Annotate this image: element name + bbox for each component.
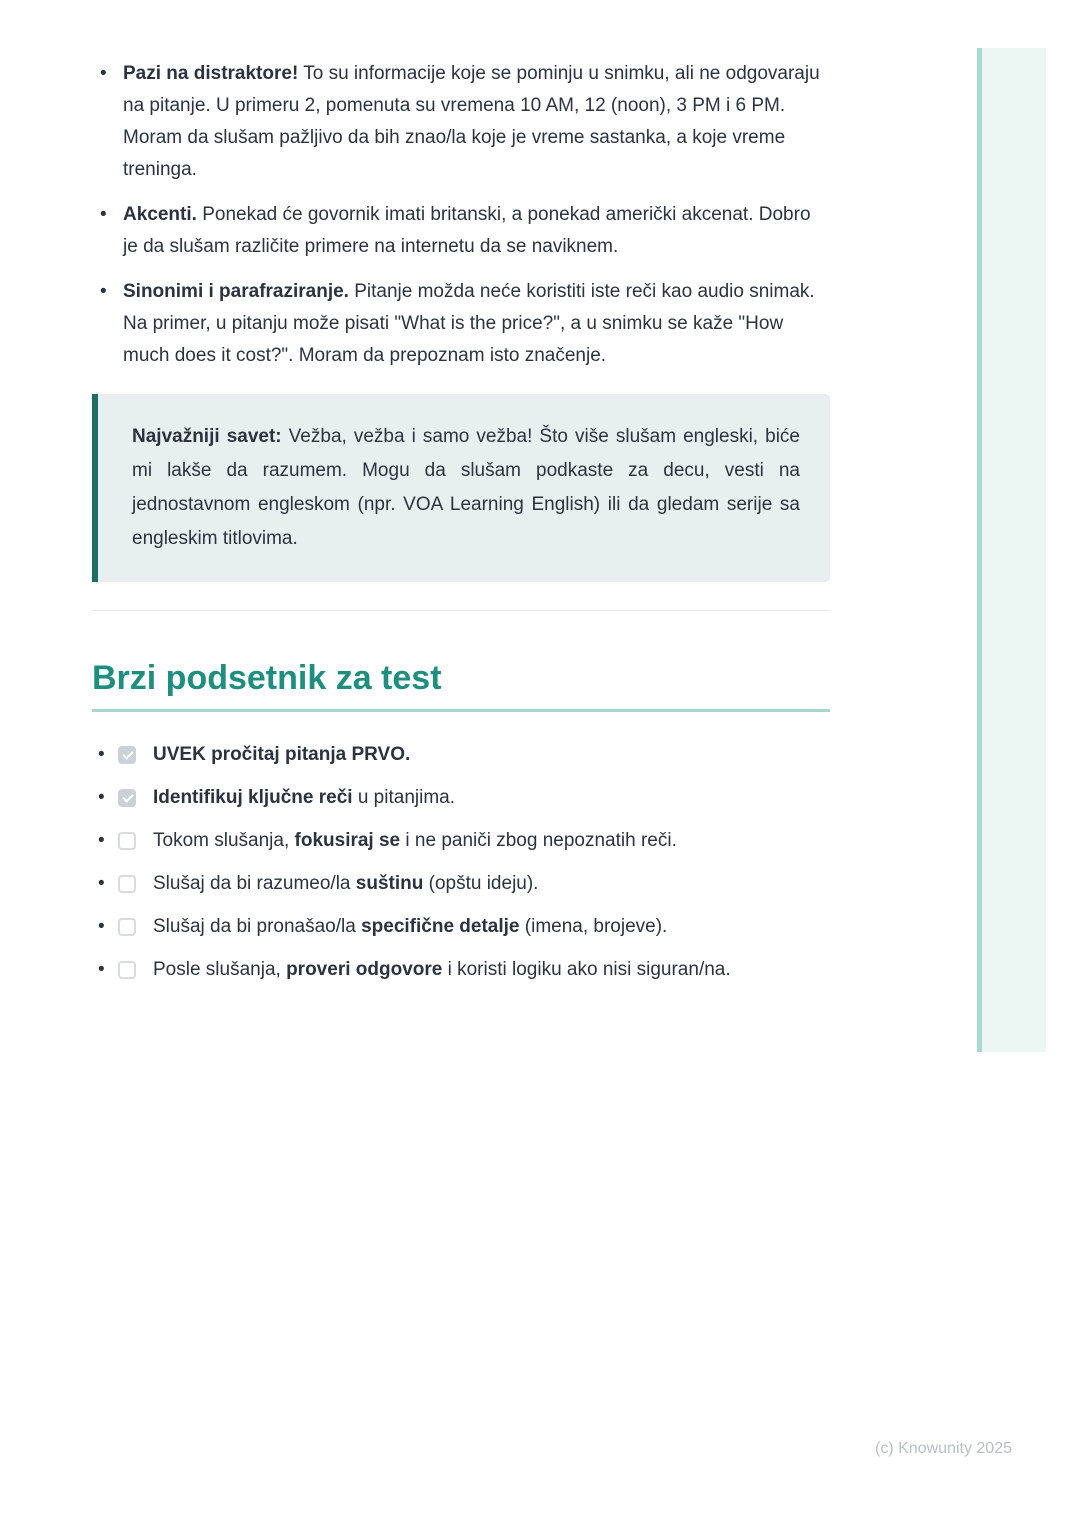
checklist-item-text: Posle slušanja, proveri odgovore i koristi logiku ako nisi siguran/na. xyxy=(153,959,731,980)
tips-bullet-list xyxy=(92,58,830,372)
list-item xyxy=(92,957,830,983)
page-title: Brzi podsetnik za test xyxy=(92,659,442,697)
list-item xyxy=(92,58,830,186)
page-content xyxy=(92,58,830,1000)
bullet-body-text: To su informacije koje se pominju u snimku, ali ne odgovaraju na pitanje. U primeru 2, pomenuta su vremena 10 AM, 12 (noon), 3 PM i 6 PM. Moram da slušam pažljivo da bih znao/la koje je vreme sastanka, a koje vreme treninga. xyxy=(123,63,820,180)
list-item xyxy=(92,742,830,768)
checkbox[interactable] xyxy=(118,918,136,936)
checkbox[interactable] xyxy=(118,746,136,764)
checklist-item-text: Slušaj da bi pronašao/la specifične detalje (imena, brojeve). xyxy=(153,916,668,937)
title-underline xyxy=(92,709,830,712)
checkbox[interactable] xyxy=(118,832,136,850)
callout-text xyxy=(132,420,800,556)
test-reminder-checklist xyxy=(92,742,830,983)
checklist-item-text: UVEK pročitaj pitanja PRVO. xyxy=(153,744,411,765)
bullet-dot: • xyxy=(98,830,105,851)
checkbox[interactable] xyxy=(118,875,136,893)
copyright-text: (c) Knowunity 2025 xyxy=(875,1440,1012,1457)
bullet-body-text: Ponekad će govornik imati britanski, a ponekad američki akcenat. Dobro je da slušam različite primere na internetu da se naviknem. xyxy=(123,204,811,257)
bullet-body-text: Pitanje možda neće koristiti iste reči kao audio snimak. Na primer, u pitanju može pisati "What is the price?", a u snimku se kaže "How much does it cost?". Moram da prepoznam isto značenje. xyxy=(123,281,815,366)
list-item xyxy=(92,828,830,854)
bullet-dot: • xyxy=(98,787,105,808)
callout-lead-text: Najvažniji savet: xyxy=(132,426,282,447)
list-item xyxy=(92,276,830,372)
checklist-item-text: Tokom slušanja, fokusiraj se i ne paniči zbog nepoznatih reči. xyxy=(153,830,677,851)
list-item xyxy=(92,199,830,263)
section-divider xyxy=(92,610,830,611)
bullet-lead-text: Pazi na distraktore! xyxy=(123,63,299,84)
checkbox[interactable] xyxy=(118,961,136,979)
checklist-item-text: Slušaj da bi razumeo/la suštinu (opštu ideju). xyxy=(153,873,539,894)
side-highlight-strip xyxy=(977,48,1046,1052)
bullet-dot: • xyxy=(98,959,105,980)
list-item xyxy=(92,871,830,897)
bullet-lead-text: Sinonimi i parafraziranje. xyxy=(123,281,349,302)
checkbox[interactable] xyxy=(118,789,136,807)
bullet-dot: • xyxy=(98,744,105,765)
checklist-item-text: Identifikuj ključne reči u pitanjima. xyxy=(153,787,456,808)
list-item xyxy=(92,914,830,940)
bullet-dot: • xyxy=(98,916,105,937)
list-item xyxy=(92,785,830,811)
bullet-lead-text: Akcenti. xyxy=(123,204,197,225)
callout-body-text: Vežba, vežba i samo vežba! Što više slušam engleski, biće mi lakše da razumem. Mogu da slušam podkaste za decu, vesti na jednostavnom engleskom (npr. VOA Learning English) ili da gledam serije sa engleskim titlovima. xyxy=(132,426,800,549)
bullet-dot: • xyxy=(98,873,105,894)
important-tip-callout xyxy=(92,394,830,582)
